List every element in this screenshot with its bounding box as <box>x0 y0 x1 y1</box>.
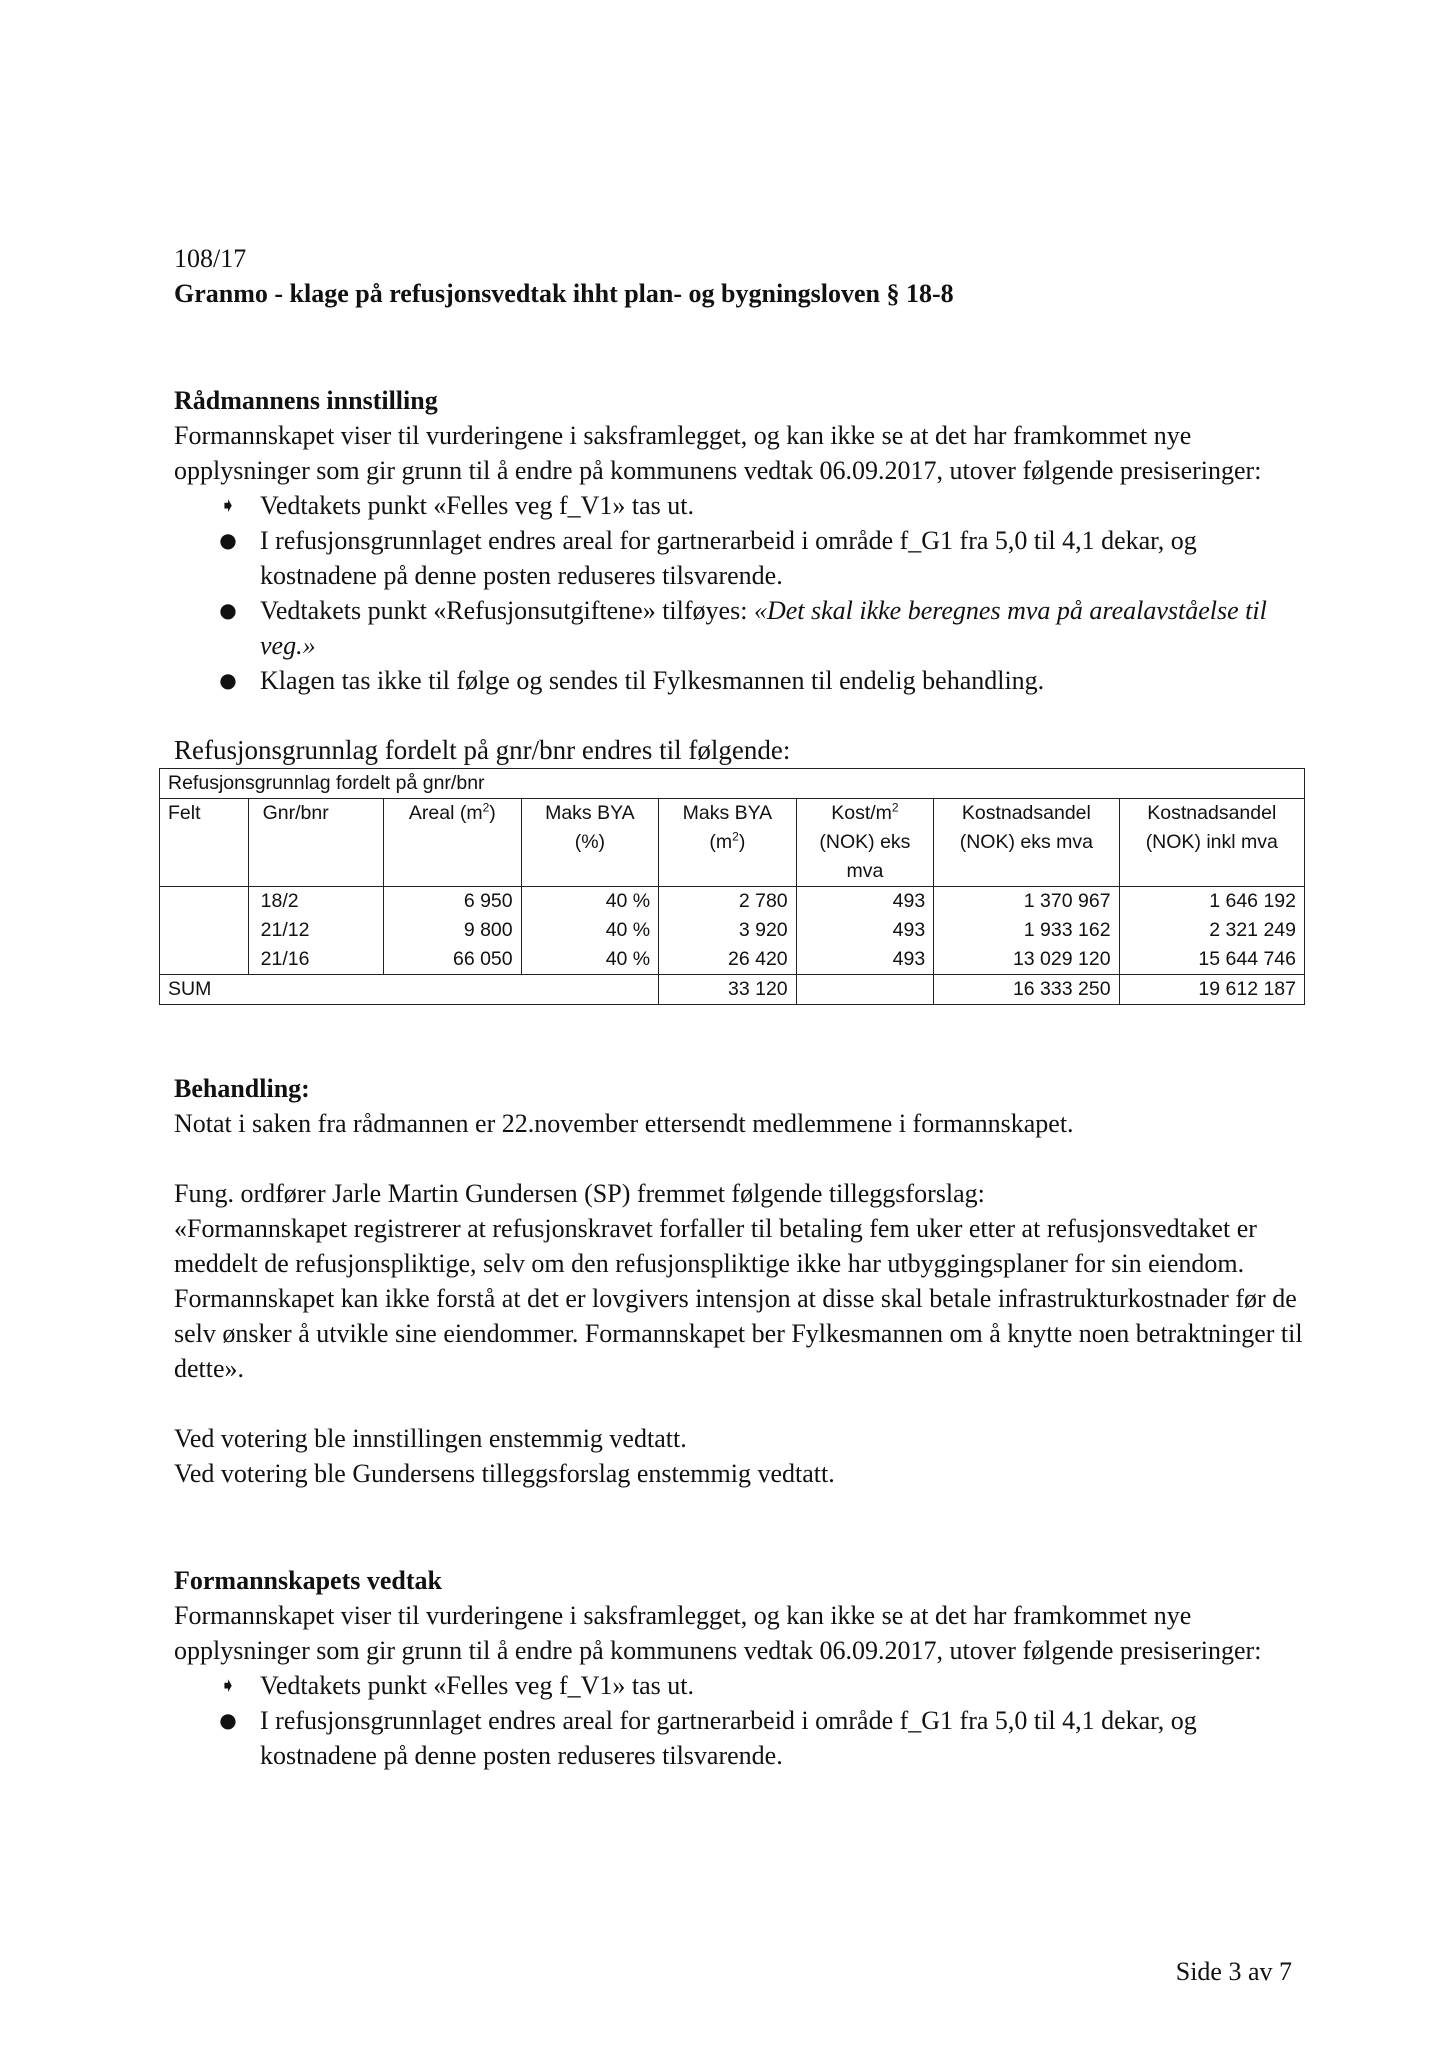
header-maks-bya-pct: Maks BYA (%) <box>521 799 659 887</box>
list-item-quote: «Det skal ikke beregnes mva på arealavståelse til veg.» <box>260 596 1267 660</box>
cell-areal: 66 050 <box>384 945 522 975</box>
cell-eks: 1 933 162 <box>934 916 1119 945</box>
table-row <box>160 945 1305 975</box>
cell-gnr: 21/16 <box>248 945 383 975</box>
list-item-text: Vedtakets punkt «Refusjonsutgiftene» tilføyes: <box>260 596 754 625</box>
treatment-section <box>174 1071 1304 1491</box>
cell-kost: 493 <box>796 945 934 975</box>
cell-bya-m2: 2 780 <box>659 887 797 917</box>
table-header-row <box>160 799 1305 887</box>
cell-eks: 1 370 967 <box>934 887 1119 917</box>
refund-table <box>159 768 1305 1005</box>
table-caption: Refusjonsgrunnlag fordelt på gnr/bnr <box>160 769 1305 799</box>
dot-bullet-icon: ● <box>219 1708 237 1732</box>
header-andel-eks: Kostnadsandel (NOK) eks mva <box>934 799 1119 887</box>
document-title: Granmo - klage på refusjonsvedtak ihht plan- og bygningsloven § 18-8 <box>174 279 954 308</box>
cell-inkl: 2 321 249 <box>1119 916 1304 945</box>
header-kost: Kost/$m^2$ (NOK) eks mva <box>796 799 934 887</box>
decision-section <box>174 1563 1304 1773</box>
header-maks-bya-m2: Maks BYA $(m^2)$ <box>659 799 797 887</box>
decision-heading: Formannskapets vedtak <box>174 1566 442 1595</box>
sum-inkl: 19 612 187 <box>1119 975 1304 1005</box>
header-areal: Areal $(m^2)$ <box>384 799 522 887</box>
dot-bullet-icon: ● <box>219 598 237 622</box>
cell-bya-pct: 40 % <box>521 887 659 917</box>
table-caption-row <box>160 769 1305 799</box>
recommendation-section <box>174 383 1304 698</box>
list-item <box>219 663 1304 698</box>
sum-bya-m2: 33 120 <box>659 975 797 1005</box>
table-sum-row <box>160 975 1305 1005</box>
recommendation-heading: Rådmannens innstilling <box>174 386 438 415</box>
table-lead: Refusjonsgrunnlag fordelt på gnr/bnr endres til følgende: <box>174 735 791 765</box>
felt-cell <box>160 887 249 975</box>
list-item-text: Klagen tas ikke til følge og sendes til Fylkesmannen til endelig behandling. <box>260 666 1045 695</box>
arrow-bullet-icon: ➧ <box>219 493 237 517</box>
header-andel-inkl: Kostnadsandel (NOK) inkl mva <box>1119 799 1304 887</box>
page-number: Side 3 av 7 <box>1175 1957 1292 1986</box>
cell-bya-pct: 40 % <box>521 916 659 945</box>
dot-bullet-icon: ● <box>219 668 237 692</box>
cell-kost: 493 <box>796 916 934 945</box>
cell-bya-m2: 26 420 <box>659 945 797 975</box>
list-item <box>219 523 1304 593</box>
table-row <box>160 887 1305 917</box>
proposal-intro: Fung. ordfører Jarle Martin Gundersen (SP) fremmet følgende tilleggsforslag: <box>174 1179 985 1208</box>
recommendation-intro: Formannskapet viser til vurderingene i saksframlegget, og kan ikke se at det har framkommet nye opplysninger som gir grunn til å endre på kommunens vedtak 06.09.2017, utover følgende presiseringer: <box>174 421 1262 485</box>
list-item <box>219 488 1304 523</box>
case-number: 108/17 <box>174 244 247 273</box>
cell-bya-pct: 40 % <box>521 945 659 975</box>
header-felt: Felt <box>160 799 249 887</box>
cell-inkl: 15 644 746 <box>1119 945 1304 975</box>
cell-bya-m2: 3 920 <box>659 916 797 945</box>
list-item <box>219 1668 1304 1703</box>
cell-areal: 6 950 <box>384 887 522 917</box>
header-gnr: Gnr/bnr <box>248 799 383 887</box>
proposal-text: «Formannskapet registrerer at refusjonskravet forfaller til betaling fem uker etter at refusjonsvedtaket er meddelt de refusjonspliktige, selv om den refusjonspliktige ikke har utbyggingsplaner for sin eiendom. Formannskapet kan ikke forstå at det er lovgivers intensjon at disse skal betale infrastrukturkostnader før de selv ønsker å utvikle sine eiendommer. Formannskapet ber Fylkesmannen om å knytte noen betraktninger til dette». <box>174 1214 1303 1383</box>
refund-table-section <box>168 733 1304 1005</box>
list-item <box>219 1703 1304 1773</box>
sum-empty-cell <box>796 975 934 1005</box>
cell-eks: 13 029 120 <box>934 945 1119 975</box>
vote-result: Ved votering ble Gundersens tilleggsforslag enstemmig vedtatt. <box>174 1459 835 1488</box>
cell-areal: 9 800 <box>384 916 522 945</box>
sum-label: SUM <box>160 975 659 1005</box>
list-item-text: I refusjonsgrunnlaget endres areal for gartnerarbeid i område f_G1 fra 5,0 til 4,1 dekar, og kostnadene på denne posten reduseres tilsvarende. <box>260 1706 1197 1770</box>
list-item-text: Vedtakets punkt «Felles veg f_V1» tas ut. <box>260 1671 694 1700</box>
treatment-note: Notat i saken fra rådmannen er 22.november ettersendt medlemmene i formannskapet. <box>174 1109 1074 1138</box>
list-item-text: Vedtakets punkt «Felles veg f_V1» tas ut. <box>260 491 694 520</box>
document-page <box>168 241 1304 1773</box>
dot-bullet-icon: ● <box>219 528 237 552</box>
cell-gnr: 21/12 <box>248 916 383 945</box>
list-item <box>219 593 1304 663</box>
cell-inkl: 1 646 192 <box>1119 887 1304 917</box>
treatment-heading: Behandling: <box>174 1074 310 1103</box>
cell-kost: 493 <box>796 887 934 917</box>
sum-eks: 16 333 250 <box>934 975 1119 1005</box>
cell-gnr: 18/2 <box>248 887 383 917</box>
vote-result: Ved votering ble innstillingen enstemmig vedtatt. <box>174 1424 687 1453</box>
table-row <box>160 916 1305 945</box>
arrow-bullet-icon: ➧ <box>219 1673 237 1697</box>
decision-list <box>174 1668 1304 1773</box>
decision-intro: Formannskapet viser til vurderingene i saksframlegget, og kan ikke se at det har framkommet nye opplysninger som gir grunn til å endre på kommunens vedtak 06.09.2017, utover følgende presiseringer: <box>174 1601 1262 1665</box>
recommendation-list <box>174 488 1304 698</box>
list-item-text: I refusjonsgrunnlaget endres areal for gartnerarbeid i område f_G1 fra 5,0 til 4,1 dekar, og kostnadene på denne posten reduseres tilsvarende. <box>260 526 1197 590</box>
